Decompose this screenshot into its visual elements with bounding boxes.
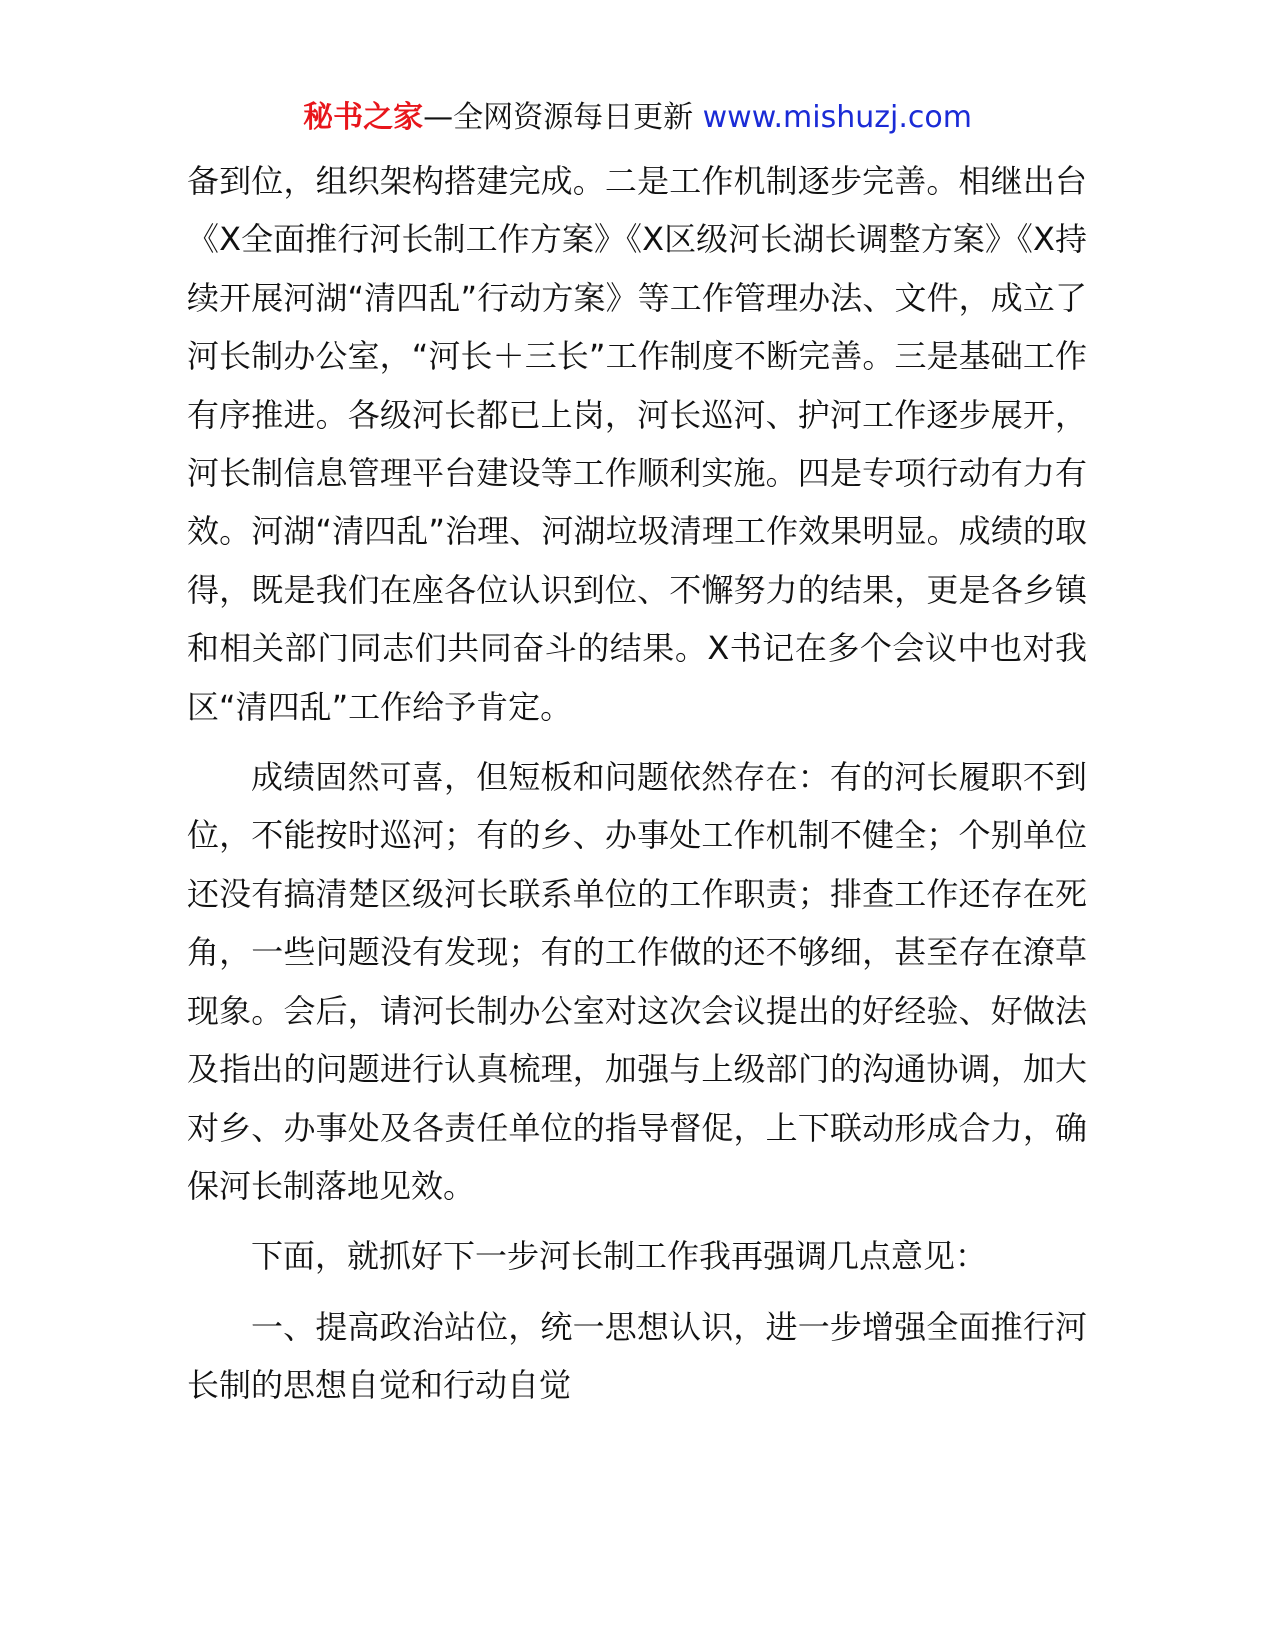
paragraph-transition: 下面，就抓好下一步河长制工作我再强调几点意见： — [251, 1237, 988, 1276]
brand-name: 秘书之家 — [303, 100, 424, 135]
paragraph-problems: 成绩固然可喜，但短板和问题依然存在：有的河长履职不到位，不能按时巡河；有的乡、办事处工作机制不健全；个别单位还没有搞清楚区级河长联系单位的工作职责；排查工作还存在死角，一些问题没有发现；有的工作做的还不够细，甚至存在潦草现象。会后，请河长制办公室对这次会议提出的好经验、好做法及指出的问题进行认真梳理，加强与上级部门的沟通协调，加大对乡、办事处及各责任单位的指导督促，上下联动形成合力，确保河长制落地见效。 — [187, 758, 1087, 1205]
document-body — [187, 152, 1087, 1415]
section-heading-one: 一、提高政治站位，统一思想认识，进一步增强全面推行河长制的思想自觉和行动自觉 — [187, 1307, 1087, 1405]
website-link[interactable]: www.mishuzj.com — [702, 100, 972, 135]
header-tagline: —全网资源每日更新 — [423, 100, 703, 135]
page-header — [0, 98, 1275, 138]
paragraph-continued: 备到位，组织架构搭建完成。二是工作机制逐步完善。相继出台《X全面推行河长制工作方案》《X区级河长湖长调整方案》《X持续开展河湖“清四乱”行动方案》等工作管理办法、文件，成立了河长制办公室，“河长＋三长”工作制度不断完善。三是基础工作有序推进。各级河长都已上岗，河长巡河、护河工作逐步展开，河长制信息管理平台建设等工作顺利实施。四是专项行动有力有效。河湖“清四乱”治理、河湖垃圾清理工作效果明显。成绩的取得，既是我们在座各位认识到位、不懈努力的结果，更是各乡镇和相关部门同志们共同奋斗的结果。X书记在多个会议中也对我区“清四乱”工作给予肯定。 — [187, 162, 1087, 726]
